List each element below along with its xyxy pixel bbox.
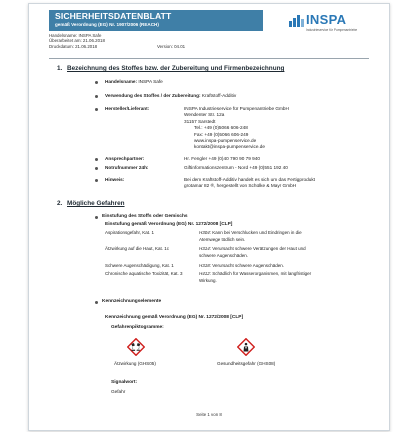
document-page xyxy=(28,3,390,431)
hazard-statement xyxy=(199,263,284,270)
ansprech-label: Ansprechpartner: xyxy=(105,156,145,161)
kennzeichnung-heading: Kennzeichnungselemente xyxy=(102,299,162,304)
header-divider xyxy=(49,58,369,59)
pictogram-caption: Gesundheitsgefahr (GHS08) xyxy=(217,361,276,366)
meta-revised-date: Überarbeitet am: 21.06.2018 xyxy=(49,38,105,44)
handelsname-label: Handelsname: xyxy=(105,79,138,84)
hersteller-website: www.inspa-pumpenservice.de xyxy=(194,138,257,144)
version-label: Version: 04.01 xyxy=(157,44,186,49)
hersteller-line: 31157 Sarstedt xyxy=(184,118,216,124)
bullet-icon xyxy=(95,158,98,161)
logo-tagline: Industrieservice für Pumpenantriebe xyxy=(306,28,358,32)
header-meta xyxy=(49,33,119,49)
bullet-icon xyxy=(95,301,98,304)
bullet-icon xyxy=(95,108,98,111)
hersteller-label: Hersteller/Lieferant: xyxy=(105,106,150,111)
section-1-heading xyxy=(57,65,284,72)
bullet-icon xyxy=(95,179,98,182)
handelsname-value: INSPA Safe xyxy=(138,79,163,84)
hinweis-line: grotamar 82 ®, hergestellt von Schülke & Mayr GmbH xyxy=(184,183,297,189)
logo-mark-icon xyxy=(289,15,304,27)
pictogram-heading: Gefahrenpiktogramme: xyxy=(111,325,164,330)
hazard-class: Ätzwirkung auf die Haut, Kat. 1c xyxy=(105,246,170,251)
kennzeichnung-subheading: Kennzeichnung gemäß Verordnung (EG) Nr. 1272/2008 [CLP] xyxy=(105,315,244,320)
pictogram-caption: Ätzwirkung (GHS05) xyxy=(114,361,156,366)
hersteller-fax: Fax: +49 (0)5066 606-249 xyxy=(194,131,249,137)
hazard-text: : Verursacht schwere Augenschäden. xyxy=(209,263,285,268)
meta-print-date: Druckdatum: 21.06.2018 xyxy=(49,43,98,49)
hazard-class: Aspirationsgefahr, Kat. 1 xyxy=(105,230,155,235)
bullet-icon xyxy=(95,81,98,84)
hinweis-line: Bei dem Kraftstoff-Additiv handelt es sich um das Fertigprodukt xyxy=(184,177,315,182)
notruf-value: Giftinformationszentrum - Nord +49 (0)551 192 40 xyxy=(184,165,288,170)
handelsname-row xyxy=(105,79,163,85)
hazard-text: : Schädlich für Wasserorganismen, mit langfristiger xyxy=(209,271,312,276)
notruf-label: Notrufnummer 24h: xyxy=(105,165,149,170)
header-banner xyxy=(49,10,263,31)
page-footer: Seite 1 von 8 xyxy=(196,412,222,417)
bullet-icon xyxy=(95,95,98,98)
hersteller-phone: Tel.: +49 (0)5066 606-248 xyxy=(194,125,248,131)
section-1-title: Bezeichnung des Stoffes bzw. der Zubereitung und Firmenbezeichnung xyxy=(67,65,285,72)
signal-word-value: Gefahr xyxy=(111,389,126,394)
section-2-heading xyxy=(57,200,125,207)
hazard-text-cont: Wirkung. xyxy=(199,277,217,283)
health-hazard-icon xyxy=(237,338,255,356)
signal-word-label: Signalwort: xyxy=(111,380,138,385)
hersteller-line: Wendenter Str. 12a xyxy=(184,112,225,118)
section-2-number: 2. xyxy=(57,200,63,207)
hazard-code: H412 xyxy=(199,271,210,276)
section-2-title: Mögliche Gefahren xyxy=(67,200,125,207)
verwendung-value: Kraftstoff-Additiv xyxy=(201,93,237,98)
hazard-class: Schwere Augenschädigung, Kat. 1 xyxy=(105,263,174,268)
inspa-logo xyxy=(289,12,367,36)
document-subtitle: gemäß Verordnung (EG) Nr. 1907/2006 (REACH) xyxy=(55,22,159,27)
hazard-code: H314 xyxy=(199,246,210,251)
einstufung-subheading: Einstufung gemäß Verordnung (EG) Nr. 1272/2008 [CLP] xyxy=(105,222,233,227)
hazard-statement xyxy=(199,246,306,259)
corrosion-icon xyxy=(127,338,145,356)
einstufung-heading: Einstufung des Stoffs oder Gemischs xyxy=(102,214,188,219)
hinweis-text xyxy=(184,177,315,190)
hazard-text-cont: schwere Augenschäden. xyxy=(199,252,249,258)
hazard-statement xyxy=(199,271,311,284)
hazard-statement xyxy=(199,230,302,243)
hersteller-address xyxy=(184,106,289,151)
bullet-icon xyxy=(95,167,98,170)
document-title: SICHERHEITSDATENBLATT xyxy=(55,11,172,21)
verwendung-row xyxy=(105,93,236,99)
hersteller-email: kontakt@inspa-pumpenservice.de xyxy=(194,144,265,150)
hazard-text: : Kann bei Verschlucken und Eindringen in die xyxy=(209,230,302,235)
logo-wordmark: INSPA xyxy=(306,12,347,27)
meta-trade-name: Handelsname: INSPA Safe xyxy=(49,33,102,38)
hazard-class: Chronische aquatische Toxizität, Kat. 3 xyxy=(105,271,183,276)
verwendung-label: Verwendung des Stoffes / der Zubereitung: xyxy=(105,93,201,98)
ansprech-value: Hr. Fengler +49 (0)40 790 90 79 940 xyxy=(184,156,260,161)
hinweis-label: Hinweis: xyxy=(105,177,125,182)
hersteller-line: INSPA Industrieservice für Pumpenantriebe GmbH xyxy=(184,106,289,111)
bullet-icon xyxy=(95,216,98,219)
hazard-text-cont: Atemwege tödlich sein. xyxy=(199,236,246,242)
section-1-number: 1. xyxy=(57,65,63,72)
hazard-code: H318 xyxy=(199,263,210,268)
hazard-code: H304 xyxy=(199,230,210,235)
hazard-text: : Verursacht schwere Verätzungen der Haut und xyxy=(209,246,306,251)
